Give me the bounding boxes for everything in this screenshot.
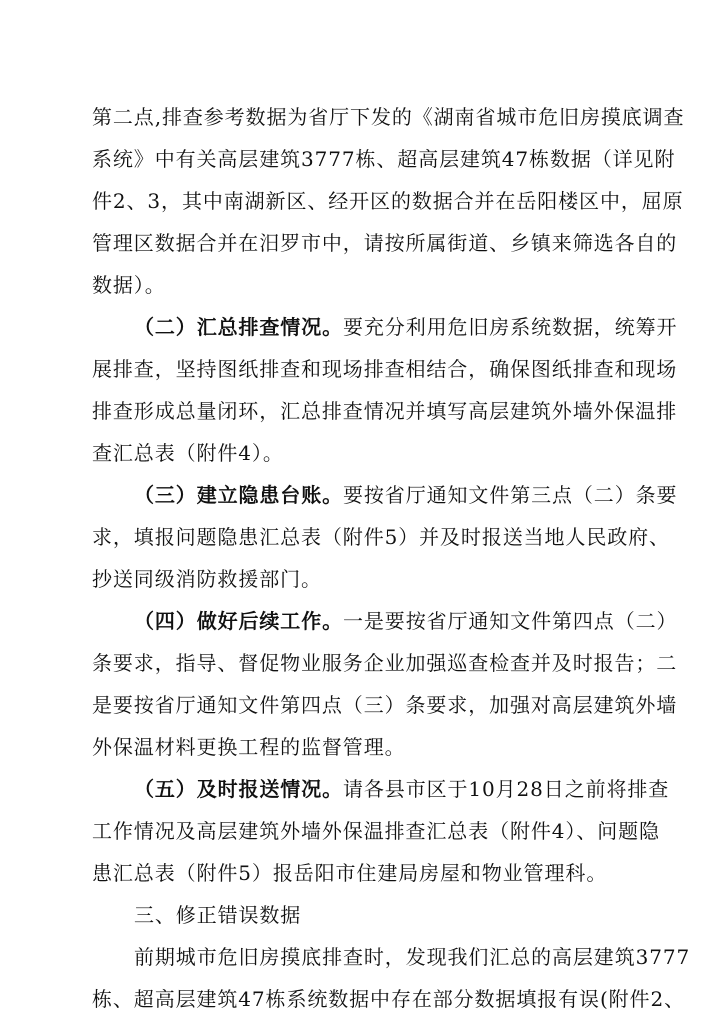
document-body xyxy=(92,96,691,1020)
paragraph-line: 件2、3，其中南湖新区、经开区的数据合并在岳阳楼区中，屈原 xyxy=(92,189,684,213)
paragraph-line: 系统》中有关高层建筑3777栋、超高层建筑47栋数据（详见附 xyxy=(92,147,676,171)
section-3-text: 要按省厅通知文件第三点（二）条要 xyxy=(343,483,678,507)
paragraph-line: 管理区数据合并在汨罗市中，请按所属街道、乡镇来筛选各自的 xyxy=(92,231,678,255)
paragraph-line: 查汇总表（附件4）。 xyxy=(92,441,284,465)
section-5-title: （五）及时报送情况。 xyxy=(134,777,343,801)
paragraph-line: 求，填报问题隐患汇总表（附件5）并及时报送当地人民政府、 xyxy=(92,525,670,549)
paragraph-line: 排查形成总量闭环，汇总排查情况并填写高层建筑外墙外保温排 xyxy=(92,399,678,423)
section-4-first-line xyxy=(92,600,678,642)
paragraph-line: 栋、超高层建筑47栋系统数据中存在部分数据填报有误(附件2、 xyxy=(92,987,685,1011)
paragraph-line: 展排查，坚持图纸排查和现场排查相结合，确保图纸排查和现场 xyxy=(92,357,678,381)
paragraph-line: 条要求，指导、督促物业服务企业加强巡查检查并及时报告；二 xyxy=(92,651,678,675)
paragraph-line: 是要按省厅通知文件第四点（三）条要求，加强对高层建筑外墙 xyxy=(92,693,678,717)
section-4-title: （四）做好后续工作。 xyxy=(134,609,343,633)
paragraph-line: 数据）。 xyxy=(92,273,166,297)
section-4-text: 一是要按省厅通知文件第四点（二） xyxy=(343,609,678,633)
section-heading-3: 三、修正错误数据 xyxy=(134,903,302,927)
section-5-text: 请各县市区于10月28日之前将排查 xyxy=(343,777,670,801)
paragraph-line: 患汇总表（附件5）报岳阳市住建局房屋和物业管理科。 xyxy=(92,861,608,885)
paragraph-line: 抄送同级消防救援部门。 xyxy=(92,567,322,591)
paragraph-line: 前期城市危旧房摸底排查时，发现我们汇总的高层建筑3777 xyxy=(134,945,691,969)
section-2-first-line xyxy=(92,306,678,348)
section-5-first-line xyxy=(92,768,670,810)
section-2-title: （二）汇总排查情况。 xyxy=(134,315,343,339)
paragraph-line: 外保温材料更换工程的监督管理。 xyxy=(92,735,406,759)
paragraph-line: 第二点,排查参考数据为省厅下发的《湖南省城市危旧房摸底调查 xyxy=(92,105,685,129)
section-3-first-line xyxy=(92,474,678,516)
section-3-title: （三）建立隐患台账。 xyxy=(134,483,343,507)
paragraph-line: 工作情况及高层建筑外墙外保温排查汇总表（附件4）、问题隐 xyxy=(92,819,660,843)
section-2-text: 要充分利用危旧房系统数据，统筹开 xyxy=(343,315,678,339)
